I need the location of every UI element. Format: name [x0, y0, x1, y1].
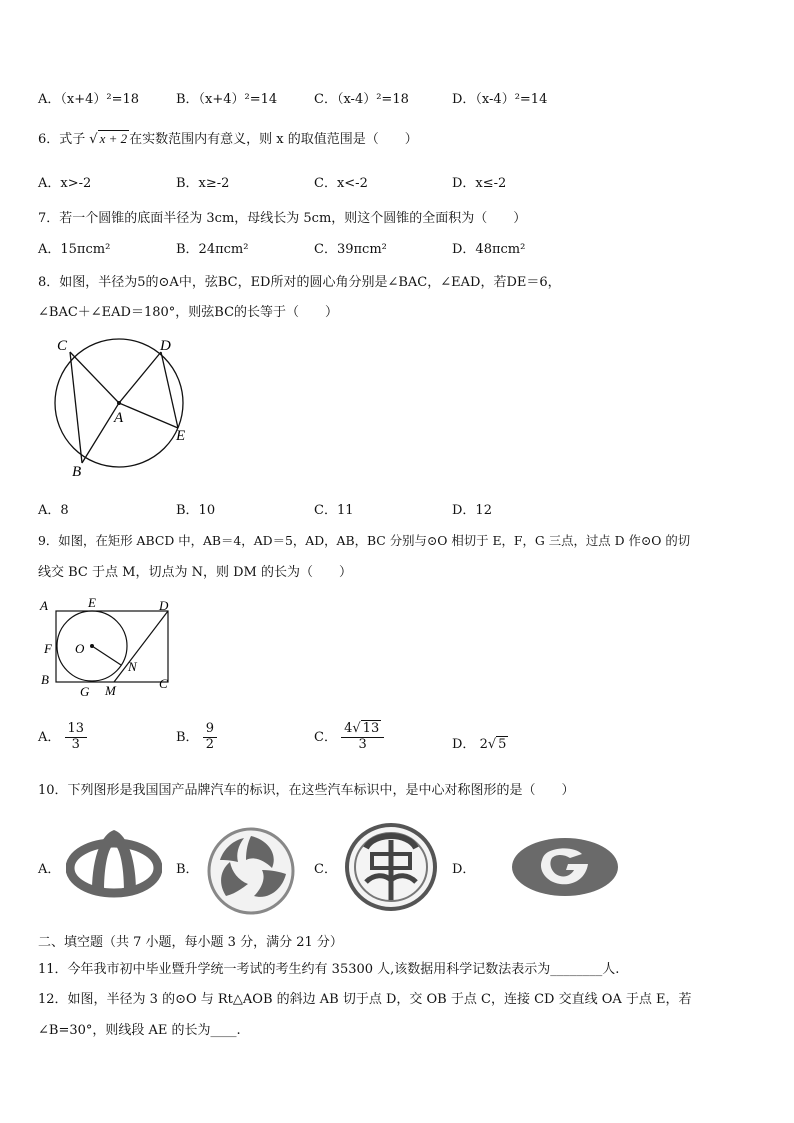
q8-option-d: D．12	[452, 503, 492, 518]
q6-text-post: 在实数范围内有意义，则 x 的取值范围是（ ）	[129, 132, 418, 147]
q8-option-a: A．8	[38, 503, 69, 518]
q11-question: 11．今年我市初中毕业暨升学统一考试的考生约有 35300 人,该数据用科学记数法表示为________人.	[38, 962, 620, 977]
q9-label-a: A	[40, 598, 48, 613]
q5-option-d: D．（x-4）²=14	[452, 92, 548, 107]
car-logo-d-icon	[510, 836, 620, 898]
q7-option-a: A．15πcm²	[38, 242, 111, 257]
q10-option-c-letter: C．	[314, 862, 337, 877]
q12-question-line1: 12．如图，半径为 3 的⊙O 与 Rt△AOB 的斜边 AB 切于点 D，交 OB 于点 C，连接 CD 交直线 OA 于点 E，若	[38, 992, 692, 1007]
q8-question-line1: 8．如图，半径为5的⊙A中，弦BC，ED所对的圆心角分别是∠BAC，∠EAD，若DE＝6，	[38, 275, 561, 290]
q9-label-f: F	[44, 641, 52, 656]
q9-option-b-letter: B．	[176, 729, 199, 745]
q9-label-o: O	[75, 641, 85, 656]
q9-option-b	[176, 722, 217, 753]
q7-option-d: D．48πcm²	[452, 242, 526, 257]
section2-heading: 二、填空题（共 7 小题，每小题 3 分，满分 21 分）	[38, 935, 343, 950]
q7-option-b: B．24πcm²	[176, 242, 249, 257]
q5-option-c: C．（x-4）²=18	[314, 92, 409, 107]
car-logo-c-icon	[344, 822, 438, 912]
q9-option-a	[38, 722, 87, 753]
q10-question: 10．下列图形是我国国产品牌汽车的标识，在这些汽车标识中，是中心对称图形的是（ ）	[38, 783, 575, 798]
q8-option-c: C．11	[314, 503, 354, 518]
q6-option-a: A．x>-2	[38, 176, 92, 191]
q10-option-d-letter: D．	[452, 862, 476, 877]
q10-option-a-letter: A．	[38, 862, 61, 877]
q9-label-b: B	[41, 672, 49, 687]
q9-label-d: D	[159, 598, 169, 613]
q10-option-b-letter: B．	[176, 862, 199, 877]
q9-option-c-letter: C．	[314, 729, 337, 745]
car-logo-b-icon	[206, 826, 296, 916]
q9-label-m: M	[105, 683, 116, 698]
q12-question-line2: ∠B=30°，则线段 AE 的长为____.	[38, 1023, 241, 1038]
q9-label-e: E	[88, 595, 96, 610]
q9-option-a-letter: A．	[38, 729, 61, 745]
q5-option-b: B．（x+4）²=14	[176, 92, 278, 107]
q8-question-line2: ∠BAC＋∠EAD＝180°，则弦BC的长等于（ ）	[38, 305, 339, 320]
q8-label-a: A	[114, 410, 124, 426]
q9-option-a-den: 3	[71, 736, 80, 752]
q9-option-b-num: 9	[203, 722, 217, 738]
q9-option-d: D． 2√ 5	[452, 737, 507, 752]
q5-option-a: A．（x+4）²=18	[38, 92, 140, 107]
q6-option-b: B．x≥-2	[176, 176, 230, 191]
q9-option-b-den: 2	[205, 736, 214, 752]
q9-option-a-num: 13	[65, 722, 88, 738]
q9-option-c-coef: 4	[344, 721, 353, 736]
q9-option-c-den: 3	[358, 736, 367, 752]
q8-circle-figure	[40, 330, 200, 480]
q7-option-c: C．39πcm²	[314, 242, 387, 257]
q9-label-c: C	[159, 676, 168, 691]
q7-question: 7．若一个圆锥的底面半径为 3cm，母线长为 5cm，则这个圆锥的全面积为（ ）	[38, 211, 527, 226]
q9-option-d-letter: D．	[452, 737, 476, 752]
q9-label-n: N	[128, 659, 137, 674]
q9-option-c-rad: 13	[362, 721, 380, 736]
q9-option-d-coef: 2	[479, 737, 488, 752]
q6-option-d: D．x≤-2	[452, 176, 507, 191]
q8-option-b: B．10	[176, 503, 216, 518]
q9-option-d-rad: 5	[498, 737, 507, 752]
q8-label-e: E	[176, 428, 186, 444]
q8-label-b: B	[72, 464, 82, 480]
q9-question-line2: 线交 BC 于点 M，切点为 N，则 DM 的长为（ ）	[38, 565, 352, 580]
q8-label-c: C	[57, 338, 68, 354]
q6-question: 6．式子 √ x + 2 在实数范围内有意义，则 x 的取值范围是（ ）	[38, 131, 418, 147]
q9-rectangle-figure	[36, 592, 176, 702]
q6-text-pre: 6．式子	[38, 132, 86, 147]
q6-radicand: x + 2	[99, 131, 128, 146]
q9-label-g: G	[80, 684, 90, 699]
q8-label-d: D	[160, 338, 171, 354]
q6-option-c: C．x<-2	[314, 176, 368, 191]
q9-option-c: C． $\frac{4√ 13}{3}$	[314, 722, 384, 753]
car-logo-a-icon	[66, 826, 162, 898]
q9-question-line1: 9．如图，在矩形 ABCD 中，AB＝4，AD＝5，AD，AB，BC 分别与⊙O 相切于 E，F，G 三点，过点 D 作⊙O 的切	[38, 533, 691, 548]
